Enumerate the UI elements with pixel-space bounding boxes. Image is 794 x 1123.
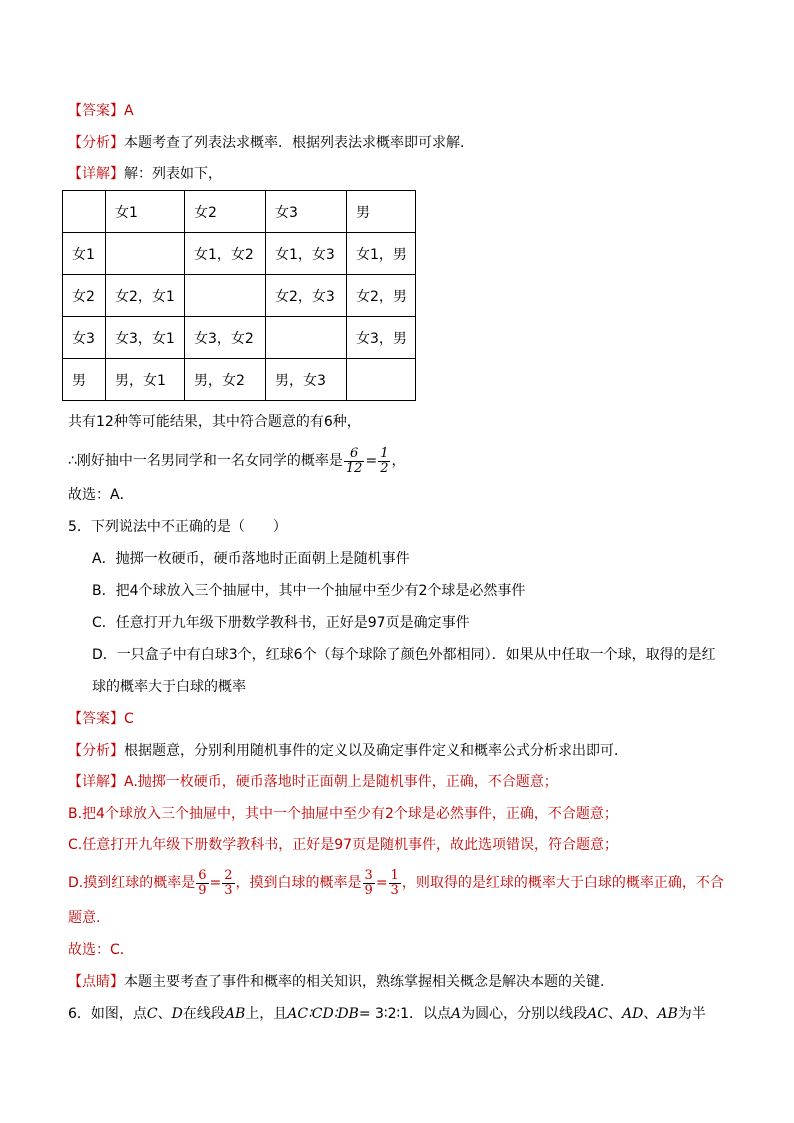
fraction-denominator: 2 xyxy=(380,460,389,476)
fraction-denominator: 3 xyxy=(224,882,233,898)
outcome-table xyxy=(62,190,416,401)
option-c-text: C．任意打开九年级下册数学教科书，正好是97页是确定事件 xyxy=(92,615,470,631)
sep: 、 xyxy=(643,1006,658,1022)
detail-tag: 【详解】 xyxy=(68,166,124,182)
fraction-denominator: 3 xyxy=(390,882,399,898)
q6-text-d: = 3∶2∶1．以点 xyxy=(358,1006,452,1022)
choose-text: 故选：C． xyxy=(68,942,134,958)
point-a: A xyxy=(451,1006,462,1022)
q5-option-c xyxy=(92,612,470,634)
table-cell: 女1 xyxy=(63,233,106,275)
detail-tag: 【详解】 xyxy=(68,774,124,790)
fraction-denominator: 12 xyxy=(345,460,363,476)
answer-tag: 【答案】 xyxy=(68,711,124,727)
detail-d-text-cont: 题意. xyxy=(68,910,101,926)
q6-text-c: 上，且 xyxy=(245,1006,288,1022)
point-d: D xyxy=(171,1006,183,1022)
analysis-text: 根据题意，分别利用随机事件的定义以及确定事件定义和概率公式分析求出即可． xyxy=(124,743,628,759)
fraction-1-3 xyxy=(389,869,401,898)
note-tag: 【点睛】 xyxy=(68,974,124,990)
table-row xyxy=(63,233,416,275)
answer-value: A xyxy=(124,103,134,119)
fraction-numerator: 1 xyxy=(380,445,389,461)
q5-option-d-cont xyxy=(92,676,246,698)
table-cell: 女2，女3 xyxy=(266,275,347,317)
q6-stem xyxy=(68,1003,706,1025)
table-cell: 女3 xyxy=(63,317,106,359)
segment-ab: AB xyxy=(224,1006,246,1022)
fraction-numerator: 2 xyxy=(224,867,233,883)
table-cell: 男 xyxy=(63,359,106,401)
table-cell: 女1，女2 xyxy=(185,233,266,275)
table-cell: 男，女3 xyxy=(266,359,347,401)
point-c: C xyxy=(146,1006,158,1022)
q5-detail-line-b xyxy=(68,803,618,825)
q5-detail-line-c xyxy=(68,834,618,856)
equals-sign: = xyxy=(209,875,222,891)
table-cell: 女2 xyxy=(63,275,106,317)
table-cell xyxy=(266,317,347,359)
q5-option-b xyxy=(92,580,525,602)
table-cell: 女2 xyxy=(185,191,266,233)
fraction-denominator: 9 xyxy=(364,882,373,898)
q6-text-f: 为半 xyxy=(677,1006,706,1022)
segment-ad: AD xyxy=(622,1006,644,1022)
q5-detail-line-d xyxy=(68,866,724,900)
q5-detail-line-d-cont xyxy=(68,907,100,929)
q5-analysis-line xyxy=(68,740,628,762)
detail-d-text-c: ，则取得的是红球的概率大于白球的概率正确，不合 xyxy=(401,875,724,891)
table-cell: 女1，男 xyxy=(347,233,416,275)
table-cell: 女3，女2 xyxy=(185,317,266,359)
detail-text: 解：列表如下， xyxy=(124,166,222,182)
table-cell: 女3 xyxy=(266,191,347,233)
sep: 、 xyxy=(157,1006,172,1022)
sep: 、 xyxy=(608,1006,622,1022)
table-cell xyxy=(106,233,185,275)
summary-text: 共有12种等可能结果，其中符合题意的有6种， xyxy=(68,414,361,430)
q5-stem xyxy=(68,516,287,538)
q5-note-line xyxy=(68,971,604,993)
fraction-6-12 xyxy=(344,447,365,476)
q5-detail-line-a xyxy=(68,771,558,793)
detail-d-text-b: ，摸到白球的概率是 xyxy=(235,875,362,891)
analysis-tag: 【分析】 xyxy=(68,743,124,759)
q5-option-a xyxy=(92,548,410,570)
equals-sign: = xyxy=(365,453,378,469)
detail-c-text: C.任意打开九年级下册数学教科书，正好是97页是随机事件，故此选项错误，符合题意； xyxy=(68,837,619,853)
fraction-1-2 xyxy=(378,447,390,476)
table-cell: 女2，男 xyxy=(347,275,416,317)
table-cell xyxy=(185,275,266,317)
q4-analysis-line xyxy=(68,132,474,154)
analysis-tag: 【分析】 xyxy=(68,135,124,151)
choose-text: 故选：A． xyxy=(68,487,134,503)
detail-d-text-a: D.摸到红球的概率是 xyxy=(68,875,196,891)
q6-text-a: 6．如图，点 xyxy=(68,1006,147,1022)
table-row xyxy=(63,317,416,359)
q6-text-e: 为圆心，分别以线段 xyxy=(461,1006,588,1022)
q4-detail-line xyxy=(68,163,222,185)
option-b-text: B．把4个球放入三个抽屉中，其中一个抽屉中至少有2个球是必然事件 xyxy=(92,583,526,599)
answer-tag: 【答案】 xyxy=(68,103,124,119)
table-cell xyxy=(347,359,416,401)
note-text: 本题主要考查了事件和概率的相关知识，熟练掌握相关概念是解决本题的关键. xyxy=(124,974,605,990)
table-cell: 男，女1 xyxy=(106,359,185,401)
table-cell: 女3，女1 xyxy=(106,317,185,359)
fraction-denominator: 9 xyxy=(198,882,207,898)
trailing-comma: ， xyxy=(391,453,406,469)
table-cell xyxy=(63,191,106,233)
probability-line xyxy=(68,446,405,476)
table-cell: 女2，女1 xyxy=(106,275,185,317)
q4-answer-line xyxy=(68,100,134,122)
table-cell: 女3，男 xyxy=(347,317,416,359)
q6-text-b: 在线段 xyxy=(182,1006,225,1022)
analysis-text: 本题考查了列表法求概率．根据列表法求概率即可求解． xyxy=(124,135,474,151)
equals-sign: = xyxy=(375,875,388,891)
detail-b-text: B.把4个球放入三个抽屉中，其中一个抽屉中至少有2个球是必然事件，正确，不合题意； xyxy=(68,806,618,822)
q4-choose-line xyxy=(68,484,134,506)
fraction-numerator: 1 xyxy=(390,867,399,883)
probability-text: ∴刚好抽中一名男同学和一名女同学的概率是 xyxy=(68,453,343,469)
table-cell: 女1 xyxy=(106,191,185,233)
table-cell: 男 xyxy=(347,191,416,233)
summary-line xyxy=(68,411,361,433)
fraction-2-3 xyxy=(222,869,234,898)
table-cell: 女1，女3 xyxy=(266,233,347,275)
option-d-text-cont: 球的概率大于白球的概率 xyxy=(92,679,246,695)
q5-option-d xyxy=(92,644,716,666)
fraction-6-9 xyxy=(196,869,208,898)
table-cell: 男，女2 xyxy=(185,359,266,401)
fraction-numerator: 3 xyxy=(364,867,373,883)
segment-ab-2: AB xyxy=(657,1006,678,1022)
table-header-row xyxy=(63,191,416,233)
q5-stem-text: 5．下列说法中不正确的是（ ） xyxy=(68,519,287,535)
q5-choose-line xyxy=(68,939,134,961)
fraction-numerator: 6 xyxy=(198,867,207,883)
ratio-expression: AC∶CD∶DB xyxy=(287,1006,359,1022)
table-row xyxy=(63,359,416,401)
detail-a-text: A.抛掷一枚硬币，硬币落地时正面朝上是随机事件，正确，不合题意； xyxy=(124,774,558,790)
option-d-text: D．一只盒子中有白球3个，红球6个（每个球除了颜色外都相同）．如果从中任取一个球，取得的是红 xyxy=(92,647,716,663)
answer-value: C xyxy=(124,711,134,727)
table-row xyxy=(63,275,416,317)
fraction-3-9 xyxy=(363,869,375,898)
fraction-numerator: 6 xyxy=(344,447,365,462)
segment-ac: AC xyxy=(587,1006,608,1022)
option-a-text: A．抛掷一枚硬币，硬币落地时正面朝上是随机事件 xyxy=(92,551,410,567)
q5-answer-line xyxy=(68,708,134,730)
